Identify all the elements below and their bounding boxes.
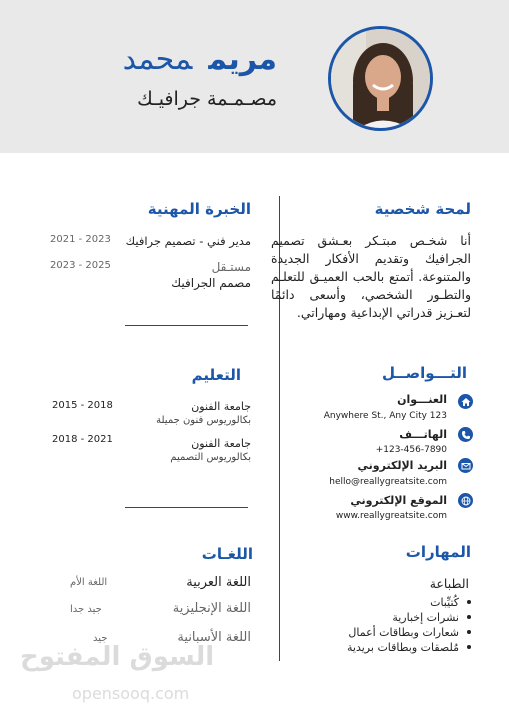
contact-label: الهاتـــف	[399, 428, 447, 441]
section-divider	[125, 325, 248, 326]
edu-degree: بكالوريوس فنون جميلة	[156, 415, 251, 426]
skill-item	[347, 625, 471, 640]
skill-text: شعارات وبطاقات أعمال	[348, 626, 459, 639]
edu-school: جامعة الفنون	[191, 400, 251, 413]
job-role: مستـقل	[211, 260, 251, 274]
edu-degree: بكالوريوس التصميم	[170, 452, 251, 463]
phone-icon	[458, 427, 473, 442]
profile-text: أنا شخـص مبتـكر بعـشق تصميم الجرافيك وتقديم الأفكار الجديدة والمتنوعة. أتمتع بالحب العميـق للتعلـم والتطـور الشخصي، وأسعى دائمًا لتعـزيز قدراتي الإبداعية ومهاراتي.	[271, 233, 471, 320]
skill-item	[347, 640, 471, 655]
contact-label: العنـــوان	[397, 393, 447, 406]
skill-text: مُلصقات وبطاقات بريدية	[347, 641, 459, 654]
job-years: 2021 - 2023	[50, 234, 111, 245]
profile-heading: لمحة شخصية	[374, 200, 471, 218]
education-heading: التعليم	[191, 366, 241, 384]
skill-item	[347, 610, 471, 625]
profile-photo	[328, 26, 433, 131]
job-title: مصـمـمة جرافيـك	[137, 88, 277, 110]
contact-value: +123-456-7890	[375, 445, 447, 455]
home-icon	[458, 394, 473, 409]
full-name	[123, 42, 277, 77]
language-level: اللغة الأم	[70, 577, 108, 588]
edu-years: 2015 - 2018	[52, 400, 113, 411]
bullet-icon	[467, 600, 471, 604]
contact-value: www.reallygreatsite.com	[335, 511, 447, 521]
email-icon	[458, 458, 473, 473]
contact-heading: التـــواصــل	[382, 364, 467, 382]
edu-years: 2018 - 2021	[52, 434, 113, 445]
watermark-arabic: السوق المفتوح	[20, 642, 215, 672]
language-name: اللغة الأسبانية	[177, 630, 251, 645]
opensooq-watermark	[12, 642, 215, 712]
section-divider	[125, 507, 248, 508]
contact-value: hello@reallygreatsite.com	[329, 477, 447, 487]
contact-label: الموقع الإلكتروني	[350, 494, 447, 507]
bullet-icon	[467, 645, 471, 649]
job-years: 2023 - 2025	[50, 260, 111, 271]
contact-label: البريد الإلكتروني	[357, 459, 447, 472]
bullet-icon	[467, 630, 471, 634]
first-name: مريم	[208, 42, 277, 77]
skills-heading: المهارات	[405, 543, 471, 561]
skill-text: نشرات إخبارية	[392, 611, 459, 624]
bullet-icon	[467, 615, 471, 619]
language-level: جيد جدا	[70, 604, 102, 615]
skill-list	[347, 595, 471, 655]
skill-category: الطباعة	[429, 576, 469, 591]
contact-value: Anywhere St., Any City 123	[323, 411, 447, 421]
edu-school: جامعة الفنون	[191, 437, 251, 450]
last-name: محمد	[122, 42, 193, 77]
job-role: مدير فني - تصميم جرافيك	[125, 234, 251, 248]
skill-text: كُتيِّبات	[430, 596, 459, 609]
watermark-english: opensooq.com	[72, 684, 190, 703]
skill-item	[347, 595, 471, 610]
globe-icon	[458, 493, 473, 508]
language-level: جيد	[93, 633, 108, 644]
job-role-sub: مصمم الجرافيك	[171, 276, 251, 290]
experience-heading: الخبرة المهنية	[147, 200, 251, 218]
language-name: اللغة العربية	[186, 575, 251, 590]
languages-heading: اللغـات	[201, 545, 253, 563]
language-name: اللغة الإنجليزية	[172, 601, 251, 616]
